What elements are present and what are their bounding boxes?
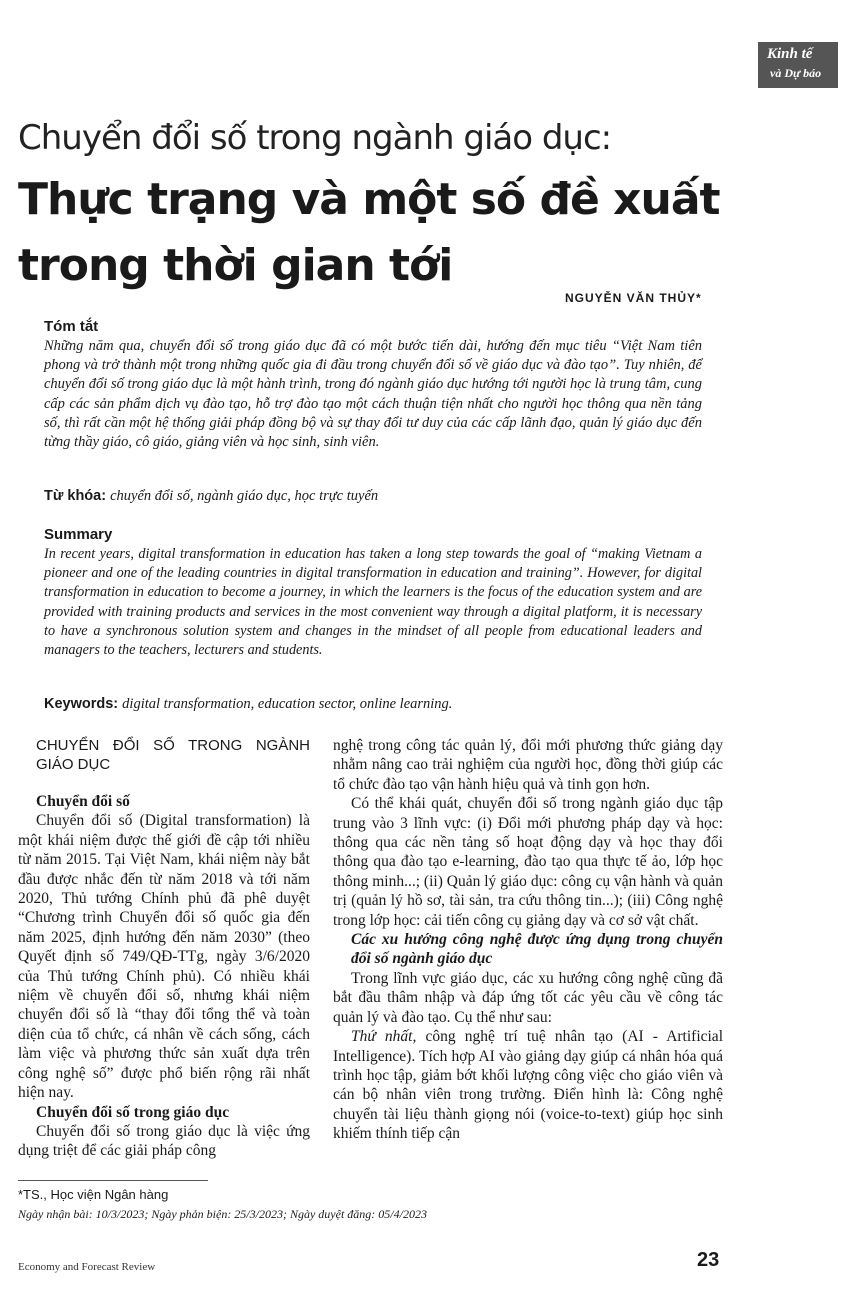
- footnote-dates: Ngày nhận bài: 10/3/2023; Ngày phản biện: 25/3/2023; Ngày duyệt đăng: 05/4/2023: [18, 1207, 427, 1221]
- journal-tag-line2: và Dự báo: [770, 66, 822, 80]
- paragraph: Chuyển đổi số trong giáo dục là việc ứng dụng triệt để các giải pháp công: [18, 1122, 310, 1160]
- paragraph-lead: Thứ nhất,: [351, 1028, 417, 1046]
- section-heading: CHUYỂN ĐỔI SỐ TRONG NGÀNH GIÁO DỤC: [36, 737, 310, 773]
- keywords-vi: [44, 488, 378, 505]
- keywords-vi-text: chuyển đổi số, ngành giáo dục, học trực tuyến: [110, 488, 379, 504]
- subheading-tech-trends: Các xu hướng công nghệ được ứng dụng trong chuyển đổi số ngành giáo dục: [351, 931, 723, 968]
- subheading-digital-transformation: Chuyển đổi số: [36, 793, 130, 810]
- paragraph: [333, 1027, 723, 1143]
- page-number: 23: [697, 1249, 720, 1271]
- summary-text: In recent years, digital transformation in education has taken a long step towards the goal of “making Vietnam a pioneer and one of the leading countries in digital transformation in education and training”. However, for digital transformation in education to become a journey, in which the learners is the focus of the education system and are provided with training products and services in the most convenient way through a digital platform, it is necessary to have a synchronous solution system and changes in the mindset of all people from educational leaders and managers to the teachers, lecturers and students.: [44, 546, 702, 659]
- summary-heading: Summary: [44, 526, 113, 543]
- right-column: [333, 736, 723, 1144]
- paragraph: Chuyển đổi số (Digital transformation) là một khái niệm được thế giới đề cập tới nhiều từ năm 2015. Tại Việt Nam, khái niệm này bắt đầu được nhắc đến từ năm 2018 và tới năm 2020, Thủ tướng Chính phủ đã phê duyệt “Chương trình Chuyển đổi số quốc gia đến năm 2025, định hướng đến năm 2030” (theo Quyết định số 749/QĐ-TTg, ngày 3/6/2020 của Thủ tướng Chính phủ). Có nhiều khái niệm về chuyển đổi số, nhưng khái niệm chuyển đổi số là “thay đổi tổng thể và toàn diện của tổ chức, cá nhân về cách sống, cách làm việc và phương thức sản xuất dựa trên công nghệ số” được phổ biến rộng rãi nhất hiện nay.: [18, 812, 310, 1102]
- abstract-heading: Tóm tắt: [44, 318, 99, 335]
- title-line-1: Chuyển đổi số trong ngành giáo dục:: [18, 118, 612, 158]
- keywords-en-label: Keywords:: [44, 696, 119, 712]
- title-line-2: Thực trạng và một số đề xuất: [18, 174, 720, 225]
- footnote-divider: [18, 1180, 208, 1181]
- author-name: NGUYỄN VĂN THỦY*: [565, 291, 702, 305]
- journal-section-tag: [758, 42, 838, 88]
- footnote-affiliation: *TS., Học viện Ngân hàng: [18, 1187, 169, 1202]
- paragraph-body: công nghệ trí tuệ nhân tạo (AI - Artificial Intelligence). Tích hợp AI vào giảng dạy giúp cá nhân hóa quá trình học tập, giảm bớt khối lượng công việc cho giáo viên và cán bộ nhân viên trong trường. Điển hình là: Công nghệ chuyển tài liệu thành giọng nói (voice-to-text) giúp học sinh khiếm thính tiếp cận: [333, 1028, 723, 1143]
- footer-journal-name: Economy and Forecast Review: [18, 1261, 156, 1273]
- abstract-text: Những năm qua, chuyển đổi số trong giáo dục đã có một bước tiến dài, hướng đến mục tiêu “Việt Nam tiên phong và trở thành một trong những quốc gia đi đầu trong chuyển đổi số về giáo dục và đào tạo”. Tuy nhiên, để chuyển đổi số trong giáo dục là một hành trình, trong đó ngành giáo dục hướng tới người học là trung tâm, cung cấp các sản phẩm dịch vụ đào tạo, hỗ trợ đào tạo một cách thuận tiện nhất cho người học thông qua nền tảng số, thì rất cần một hệ thống giải pháp đồng bộ và sự thay đổi tư duy của các cấp lãnh đạo, quản lý giáo dục đến từng thầy giáo, cô giáo, giảng viên và học sinh, sinh viên.: [44, 338, 702, 451]
- left-column: [18, 736, 310, 1161]
- paragraph: Trong lĩnh vực giáo dục, các xu hướng công nghệ cũng đã bắt đầu thâm nhập và đáp ứng tốt các yêu cầu về công tác quản lý và đào tạo. Cụ thể như sau:: [333, 969, 723, 1026]
- keywords-en-text: digital transformation, education sector, online learning.: [122, 696, 453, 712]
- paragraph: Có thể khái quát, chuyển đổi số trong ngành giáo dục tập trung vào 3 lĩnh vực: (i) Đổi mới phương pháp dạy và học: thông qua các nền tảng số hoạt động dạy và học thay đổi thông qua đào tạo e-learning, đào tạo qua thực tế ảo, lớp học thông minh...; (ii) Quản lý giáo dục: công cụ vận hành và quản trị (quản lý hồ sơ, tài sản, tra cứu thông tin...); (iii) Công nghệ trong lớp học: cải tiến công cụ giảng dạy và cơ sở vật chất.: [333, 795, 723, 929]
- keywords-en: [44, 696, 452, 713]
- keywords-vi-label: Từ khóa:: [44, 488, 107, 504]
- paragraph: nghệ trong công tác quản lý, đổi mới phương thức giảng dạy nhằm nâng cao trải nghiệm của người học, đồng thời giúp các tổ chức đào tạo vận hành hiệu quả và tinh gọn hơn.: [333, 737, 723, 793]
- title-line-3: trong thời gian tới: [18, 240, 453, 291]
- subheading-digital-in-education: Chuyển đổi số trong giáo dục: [36, 1103, 230, 1121]
- journal-tag-line1: Kinh tế: [767, 46, 813, 62]
